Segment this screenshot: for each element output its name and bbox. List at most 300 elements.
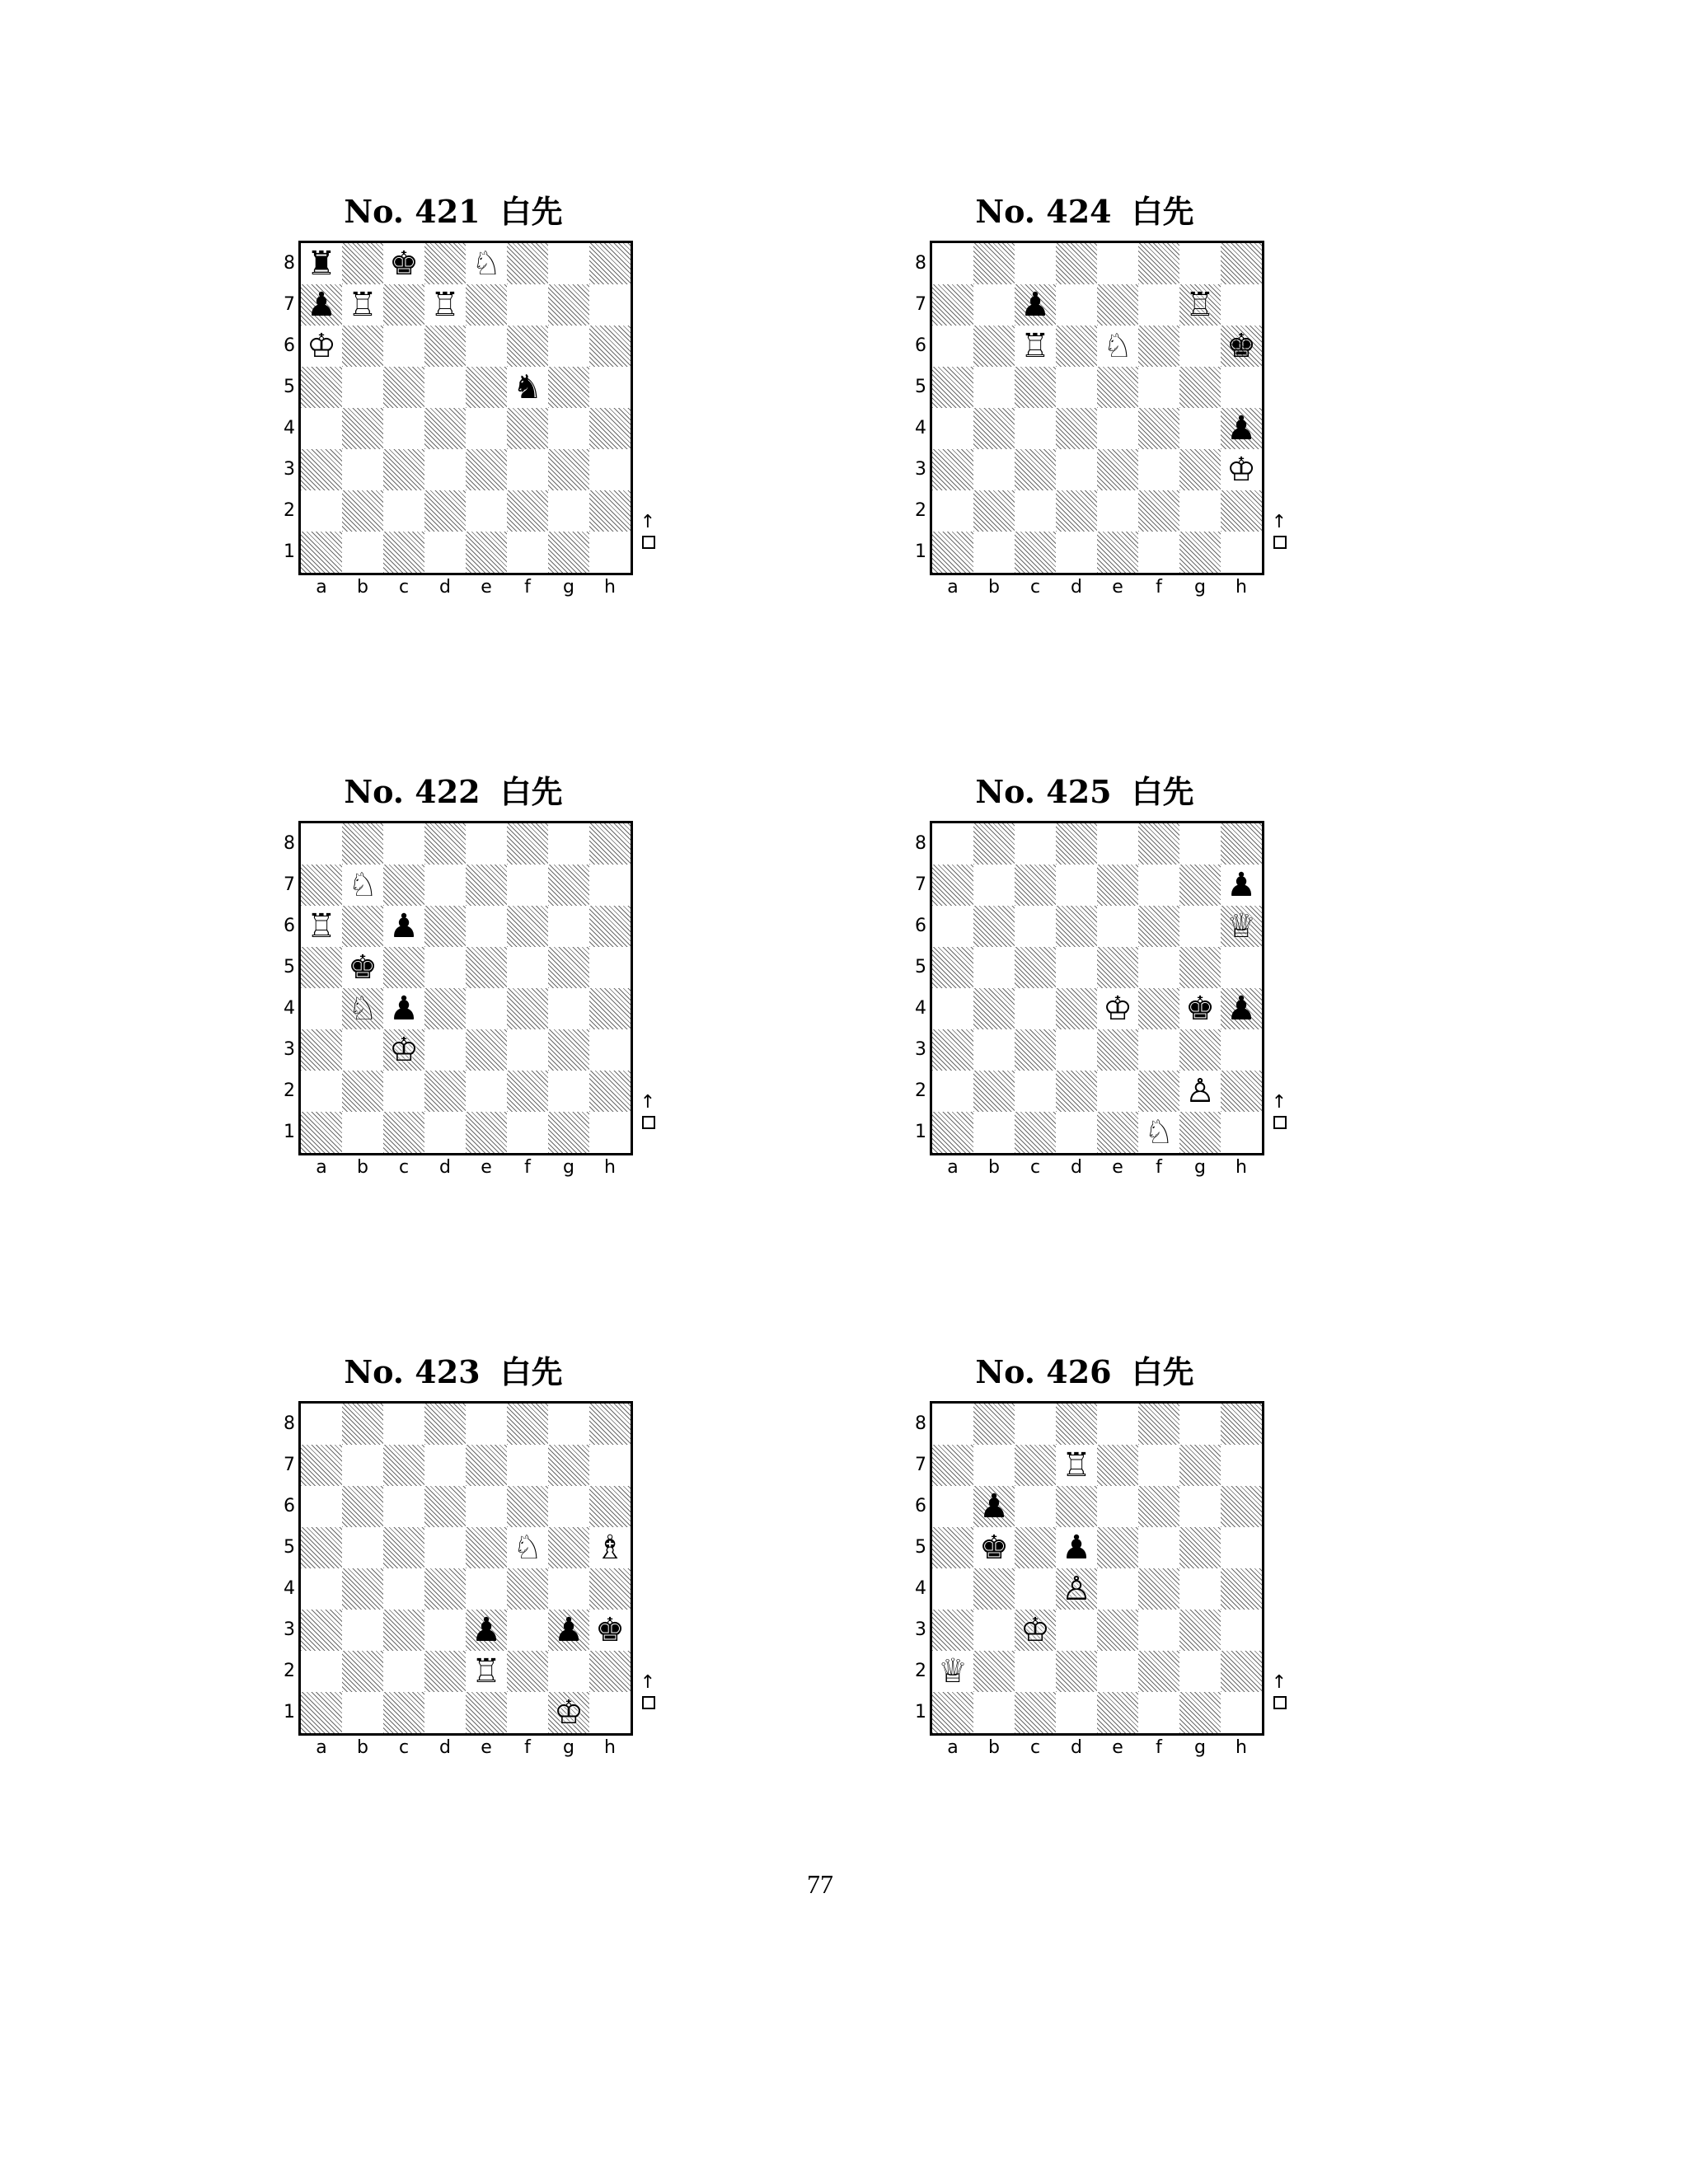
file-label: d bbox=[439, 577, 451, 598]
square-a7 bbox=[301, 1445, 342, 1486]
square-f4 bbox=[1138, 988, 1179, 1029]
square-b8 bbox=[973, 1404, 1015, 1445]
square-d1 bbox=[424, 1112, 466, 1153]
square-f2 bbox=[507, 1651, 548, 1692]
square-a3 bbox=[932, 449, 973, 490]
square-b2 bbox=[973, 1651, 1015, 1692]
file-label: c bbox=[1029, 1737, 1041, 1758]
square-a3 bbox=[932, 1610, 973, 1651]
square-e1 bbox=[466, 1692, 507, 1733]
square-d7 bbox=[424, 1445, 466, 1486]
square-h6 bbox=[1221, 326, 1262, 367]
square-h5 bbox=[589, 367, 631, 408]
white-rook-icon: ♖ bbox=[1185, 286, 1215, 324]
square-h4 bbox=[1221, 988, 1262, 1029]
square-b3 bbox=[342, 1610, 383, 1651]
square-c3 bbox=[1015, 1029, 1056, 1071]
square-d7 bbox=[1056, 1445, 1097, 1486]
square-f1 bbox=[507, 1692, 548, 1733]
square-f7 bbox=[1138, 1445, 1179, 1486]
square-c1 bbox=[1015, 1112, 1056, 1153]
square-c2 bbox=[383, 1651, 424, 1692]
square-b6 bbox=[342, 326, 383, 367]
white-king-icon: ♔ bbox=[1103, 990, 1132, 1028]
square-b8 bbox=[342, 823, 383, 865]
square-g4 bbox=[1179, 1568, 1221, 1610]
square-c2 bbox=[1015, 490, 1056, 532]
square-c3 bbox=[383, 1029, 424, 1071]
square-e2 bbox=[466, 490, 507, 532]
square-h7 bbox=[1221, 284, 1262, 326]
square-d2 bbox=[1056, 1651, 1097, 1692]
square-c1 bbox=[1015, 532, 1056, 573]
square-d5 bbox=[1056, 1527, 1097, 1568]
square-f5 bbox=[1138, 367, 1179, 408]
square-c6 bbox=[1015, 1486, 1056, 1527]
square-a6 bbox=[932, 906, 973, 947]
square-c6 bbox=[383, 906, 424, 947]
square-c3 bbox=[383, 1610, 424, 1651]
square-c7 bbox=[1015, 865, 1056, 906]
square-h5 bbox=[589, 1527, 631, 1568]
square-d1 bbox=[1056, 532, 1097, 573]
square-e4 bbox=[466, 408, 507, 449]
file-label: f bbox=[1156, 1157, 1162, 1178]
square-g2 bbox=[548, 490, 589, 532]
rank-label: 5 bbox=[915, 377, 926, 397]
square-h6 bbox=[589, 1486, 631, 1527]
black-king-icon: ♚ bbox=[348, 949, 377, 987]
square-h1 bbox=[1221, 532, 1262, 573]
square-e2 bbox=[1097, 1651, 1138, 1692]
file-label: c bbox=[398, 577, 410, 598]
square-g3 bbox=[548, 449, 589, 490]
square-a5 bbox=[301, 1527, 342, 1568]
square-e7 bbox=[466, 865, 507, 906]
rank-label: 6 bbox=[284, 335, 295, 356]
black-knight-icon: ♞ bbox=[513, 368, 542, 406]
square-h3 bbox=[589, 1610, 631, 1651]
white-rook-icon: ♖ bbox=[307, 907, 336, 945]
puzzle-423 bbox=[264, 1352, 656, 1780]
square-e6 bbox=[466, 326, 507, 367]
square-d7 bbox=[424, 284, 466, 326]
square-d1 bbox=[1056, 1112, 1097, 1153]
white-rook-icon: ♖ bbox=[348, 286, 377, 324]
square-h5 bbox=[589, 947, 631, 988]
file-label: f bbox=[524, 577, 531, 598]
square-b5 bbox=[973, 1527, 1015, 1568]
rank-label: 8 bbox=[284, 253, 295, 274]
square-a1 bbox=[932, 1112, 973, 1153]
square-f6 bbox=[507, 906, 548, 947]
square-c2 bbox=[383, 490, 424, 532]
black-king-icon: ♚ bbox=[1226, 327, 1256, 365]
square-b3 bbox=[342, 449, 383, 490]
square-d2 bbox=[424, 490, 466, 532]
square-f2 bbox=[507, 1071, 548, 1112]
square-g1 bbox=[548, 1112, 589, 1153]
square-d3 bbox=[424, 1029, 466, 1071]
side-to-move-label: 白先 bbox=[499, 774, 563, 810]
white-king-icon: ♔ bbox=[389, 1031, 419, 1069]
square-g8 bbox=[548, 243, 589, 284]
square-a5 bbox=[932, 1527, 973, 1568]
square-d3 bbox=[1056, 1610, 1097, 1651]
square-g1 bbox=[548, 532, 589, 573]
rank-label: 1 bbox=[284, 1702, 295, 1722]
square-e7 bbox=[1097, 865, 1138, 906]
puzzle-title bbox=[895, 191, 1274, 233]
square-d1 bbox=[424, 1692, 466, 1733]
square-g3 bbox=[1179, 449, 1221, 490]
square-d6 bbox=[424, 326, 466, 367]
square-b4 bbox=[973, 1568, 1015, 1610]
square-c1 bbox=[383, 1692, 424, 1733]
square-f5 bbox=[1138, 947, 1179, 988]
square-f7 bbox=[1138, 865, 1179, 906]
puzzle-title bbox=[264, 1352, 643, 1394]
square-d6 bbox=[1056, 326, 1097, 367]
rank-label: 8 bbox=[915, 1413, 926, 1434]
square-a1 bbox=[932, 1692, 973, 1733]
square-e6 bbox=[1097, 326, 1138, 367]
puzzle-number: No. 426 bbox=[975, 1353, 1112, 1390]
rank-label: 5 bbox=[284, 377, 295, 397]
square-h3 bbox=[1221, 1610, 1262, 1651]
white-rook-icon: ♖ bbox=[430, 286, 460, 324]
square-b8 bbox=[342, 1404, 383, 1445]
square-h3 bbox=[589, 1029, 631, 1071]
square-d3 bbox=[424, 449, 466, 490]
square-b7 bbox=[342, 1445, 383, 1486]
square-b5 bbox=[342, 1527, 383, 1568]
chess-board bbox=[930, 1401, 1264, 1736]
chess-board bbox=[298, 1401, 633, 1736]
file-label: h bbox=[1236, 577, 1247, 598]
square-a1 bbox=[301, 1692, 342, 1733]
square-g3 bbox=[1179, 1029, 1221, 1071]
square-a7 bbox=[932, 865, 973, 906]
square-g8 bbox=[548, 823, 589, 865]
square-d8 bbox=[1056, 1404, 1097, 1445]
square-h8 bbox=[1221, 1404, 1262, 1445]
square-c6 bbox=[383, 326, 424, 367]
square-e8 bbox=[1097, 823, 1138, 865]
square-c5 bbox=[383, 367, 424, 408]
square-e4 bbox=[1097, 988, 1138, 1029]
square-c8 bbox=[1015, 823, 1056, 865]
white-to-move-icon bbox=[642, 1116, 655, 1129]
up-arrow-icon: ↑ bbox=[640, 1672, 656, 1693]
square-e8 bbox=[1097, 1404, 1138, 1445]
square-e3 bbox=[466, 449, 507, 490]
square-b5 bbox=[342, 947, 383, 988]
square-b6 bbox=[973, 1486, 1015, 1527]
square-b4 bbox=[342, 988, 383, 1029]
rank-label: 1 bbox=[284, 1122, 295, 1142]
square-d6 bbox=[424, 906, 466, 947]
rank-label: 1 bbox=[284, 541, 295, 562]
square-a7 bbox=[932, 284, 973, 326]
rank-label: 7 bbox=[284, 294, 295, 315]
white-knight-icon: ♘ bbox=[471, 245, 501, 283]
square-g6 bbox=[548, 1486, 589, 1527]
file-label: d bbox=[439, 1737, 451, 1758]
file-label: f bbox=[1156, 577, 1162, 598]
square-f3 bbox=[1138, 1029, 1179, 1071]
square-a1 bbox=[301, 1112, 342, 1153]
square-e4 bbox=[1097, 1568, 1138, 1610]
square-a1 bbox=[301, 532, 342, 573]
square-b7 bbox=[342, 284, 383, 326]
square-b6 bbox=[973, 906, 1015, 947]
puzzle-425 bbox=[895, 771, 1287, 1200]
black-rook-icon: ♜ bbox=[307, 245, 336, 283]
square-e7 bbox=[1097, 284, 1138, 326]
square-h8 bbox=[1221, 243, 1262, 284]
square-h8 bbox=[589, 1404, 631, 1445]
square-b7 bbox=[342, 865, 383, 906]
side-to-move-label: 白先 bbox=[1131, 774, 1194, 810]
square-e8 bbox=[466, 823, 507, 865]
square-b3 bbox=[973, 449, 1015, 490]
square-b8 bbox=[973, 243, 1015, 284]
rank-label: 5 bbox=[915, 957, 926, 977]
square-f4 bbox=[507, 408, 548, 449]
rank-label: 3 bbox=[915, 1619, 926, 1640]
square-f3 bbox=[1138, 1610, 1179, 1651]
square-c2 bbox=[383, 1071, 424, 1112]
square-g5 bbox=[548, 367, 589, 408]
puzzle-title bbox=[895, 1352, 1274, 1394]
file-label: d bbox=[1071, 577, 1082, 598]
white-to-move-icon bbox=[642, 1696, 655, 1709]
square-d2 bbox=[1056, 490, 1097, 532]
square-f3 bbox=[507, 449, 548, 490]
black-pawn-icon: ♟ bbox=[979, 1488, 1009, 1526]
square-b4 bbox=[973, 408, 1015, 449]
rank-label: 3 bbox=[915, 1039, 926, 1060]
file-label: g bbox=[563, 577, 574, 598]
square-e1 bbox=[466, 1112, 507, 1153]
square-c7 bbox=[1015, 284, 1056, 326]
white-knight-icon: ♘ bbox=[513, 1529, 542, 1567]
square-d4 bbox=[424, 408, 466, 449]
square-c8 bbox=[1015, 243, 1056, 284]
square-h8 bbox=[589, 243, 631, 284]
page-number: 77 bbox=[807, 1869, 833, 1899]
square-h5 bbox=[1221, 947, 1262, 988]
rank-label: 6 bbox=[284, 1496, 295, 1516]
square-f8 bbox=[1138, 243, 1179, 284]
file-label: b bbox=[988, 577, 1000, 598]
file-label: a bbox=[316, 577, 327, 598]
square-g2 bbox=[548, 1651, 589, 1692]
square-h7 bbox=[589, 284, 631, 326]
white-king-icon: ♔ bbox=[1226, 451, 1256, 489]
square-b5 bbox=[973, 367, 1015, 408]
square-c3 bbox=[1015, 449, 1056, 490]
square-d1 bbox=[1056, 1692, 1097, 1733]
square-c6 bbox=[1015, 906, 1056, 947]
rank-label: 7 bbox=[284, 874, 295, 895]
square-d4 bbox=[424, 1568, 466, 1610]
square-a4 bbox=[932, 408, 973, 449]
square-e3 bbox=[1097, 1610, 1138, 1651]
square-a5 bbox=[932, 947, 973, 988]
rank-label: 6 bbox=[284, 916, 295, 936]
square-a7 bbox=[301, 284, 342, 326]
square-c4 bbox=[1015, 408, 1056, 449]
square-f7 bbox=[507, 1445, 548, 1486]
square-g6 bbox=[1179, 1486, 1221, 1527]
square-h1 bbox=[1221, 1692, 1262, 1733]
file-label: b bbox=[357, 1737, 368, 1758]
square-e8 bbox=[466, 1404, 507, 1445]
square-g8 bbox=[1179, 823, 1221, 865]
square-h8 bbox=[1221, 823, 1262, 865]
square-g8 bbox=[1179, 243, 1221, 284]
rank-label: 3 bbox=[284, 459, 295, 480]
rank-label: 6 bbox=[915, 335, 926, 356]
file-label: d bbox=[439, 1157, 451, 1178]
square-f2 bbox=[1138, 490, 1179, 532]
square-h1 bbox=[1221, 1112, 1262, 1153]
rank-label: 2 bbox=[284, 1080, 295, 1101]
square-c8 bbox=[383, 823, 424, 865]
white-rook-icon: ♖ bbox=[1062, 1446, 1091, 1484]
square-g5 bbox=[548, 947, 589, 988]
square-f2 bbox=[1138, 1651, 1179, 1692]
black-pawn-icon: ♟ bbox=[554, 1611, 584, 1649]
square-a8 bbox=[301, 243, 342, 284]
square-f7 bbox=[507, 865, 548, 906]
square-d8 bbox=[1056, 243, 1097, 284]
square-b8 bbox=[973, 823, 1015, 865]
square-b4 bbox=[973, 988, 1015, 1029]
square-a8 bbox=[932, 823, 973, 865]
square-b3 bbox=[973, 1610, 1015, 1651]
square-f2 bbox=[1138, 1071, 1179, 1112]
square-f4 bbox=[507, 988, 548, 1029]
square-a6 bbox=[932, 1486, 973, 1527]
white-to-move-icon bbox=[1273, 1696, 1287, 1709]
square-e2 bbox=[1097, 1071, 1138, 1112]
square-a4 bbox=[301, 1568, 342, 1610]
square-d5 bbox=[1056, 947, 1097, 988]
square-e6 bbox=[466, 906, 507, 947]
square-d7 bbox=[1056, 284, 1097, 326]
square-d2 bbox=[424, 1071, 466, 1112]
square-g5 bbox=[548, 1527, 589, 1568]
square-f8 bbox=[507, 243, 548, 284]
square-b8 bbox=[342, 243, 383, 284]
white-to-move-icon bbox=[642, 536, 655, 549]
square-f6 bbox=[507, 326, 548, 367]
square-c7 bbox=[383, 865, 424, 906]
square-g7 bbox=[548, 284, 589, 326]
square-h7 bbox=[1221, 1445, 1262, 1486]
puzzle-426 bbox=[895, 1352, 1287, 1780]
square-h4 bbox=[1221, 1568, 1262, 1610]
square-g4 bbox=[1179, 408, 1221, 449]
square-e6 bbox=[1097, 906, 1138, 947]
square-g7 bbox=[1179, 865, 1221, 906]
puzzle-424 bbox=[895, 191, 1287, 620]
puzzle-number: No. 422 bbox=[344, 773, 481, 810]
square-d8 bbox=[424, 243, 466, 284]
file-label: g bbox=[563, 1737, 574, 1758]
square-g2 bbox=[1179, 490, 1221, 532]
white-to-move-icon bbox=[1273, 1116, 1287, 1129]
square-d3 bbox=[1056, 1029, 1097, 1071]
rank-label: 4 bbox=[284, 418, 295, 438]
square-d5 bbox=[424, 947, 466, 988]
rank-label: 6 bbox=[915, 1496, 926, 1516]
white-rook-icon: ♖ bbox=[1020, 327, 1050, 365]
square-g7 bbox=[1179, 1445, 1221, 1486]
square-g1 bbox=[1179, 1692, 1221, 1733]
rank-label: 4 bbox=[284, 1578, 295, 1599]
square-a2 bbox=[301, 1651, 342, 1692]
square-e1 bbox=[1097, 1692, 1138, 1733]
square-c7 bbox=[1015, 1445, 1056, 1486]
file-label: c bbox=[398, 1157, 410, 1178]
square-b2 bbox=[342, 1071, 383, 1112]
square-e6 bbox=[466, 1486, 507, 1527]
square-a3 bbox=[301, 1029, 342, 1071]
square-g7 bbox=[548, 1445, 589, 1486]
side-to-move-label: 白先 bbox=[499, 194, 563, 230]
square-e1 bbox=[1097, 1112, 1138, 1153]
square-d6 bbox=[1056, 1486, 1097, 1527]
square-b1 bbox=[973, 532, 1015, 573]
square-e2 bbox=[466, 1071, 507, 1112]
file-label: e bbox=[481, 1737, 492, 1758]
square-a6 bbox=[301, 1486, 342, 1527]
square-c6 bbox=[383, 1486, 424, 1527]
black-pawn-icon: ♟ bbox=[1020, 286, 1050, 324]
puzzle-422 bbox=[264, 771, 656, 1200]
black-pawn-icon: ♟ bbox=[1226, 410, 1256, 448]
square-c7 bbox=[383, 1445, 424, 1486]
square-c1 bbox=[1015, 1692, 1056, 1733]
file-label: a bbox=[947, 577, 959, 598]
square-b5 bbox=[342, 367, 383, 408]
puzzle-number: No. 424 bbox=[975, 193, 1112, 230]
rank-label: 5 bbox=[915, 1537, 926, 1558]
file-label: a bbox=[947, 1737, 959, 1758]
square-c5 bbox=[1015, 1527, 1056, 1568]
side-to-move-label: 白先 bbox=[1131, 1354, 1194, 1390]
file-label: c bbox=[1029, 1157, 1041, 1178]
square-h4 bbox=[1221, 408, 1262, 449]
white-pawn-icon: ♙ bbox=[1185, 1072, 1215, 1110]
up-arrow-icon: ↑ bbox=[1271, 1092, 1287, 1113]
square-d2 bbox=[1056, 1071, 1097, 1112]
square-g6 bbox=[1179, 906, 1221, 947]
square-e8 bbox=[1097, 243, 1138, 284]
square-h2 bbox=[589, 1651, 631, 1692]
rank-label: 2 bbox=[915, 1661, 926, 1681]
square-h5 bbox=[1221, 367, 1262, 408]
square-e7 bbox=[1097, 1445, 1138, 1486]
rank-label: 3 bbox=[915, 459, 926, 480]
square-g6 bbox=[1179, 326, 1221, 367]
square-a8 bbox=[932, 1404, 973, 1445]
square-g8 bbox=[1179, 1404, 1221, 1445]
